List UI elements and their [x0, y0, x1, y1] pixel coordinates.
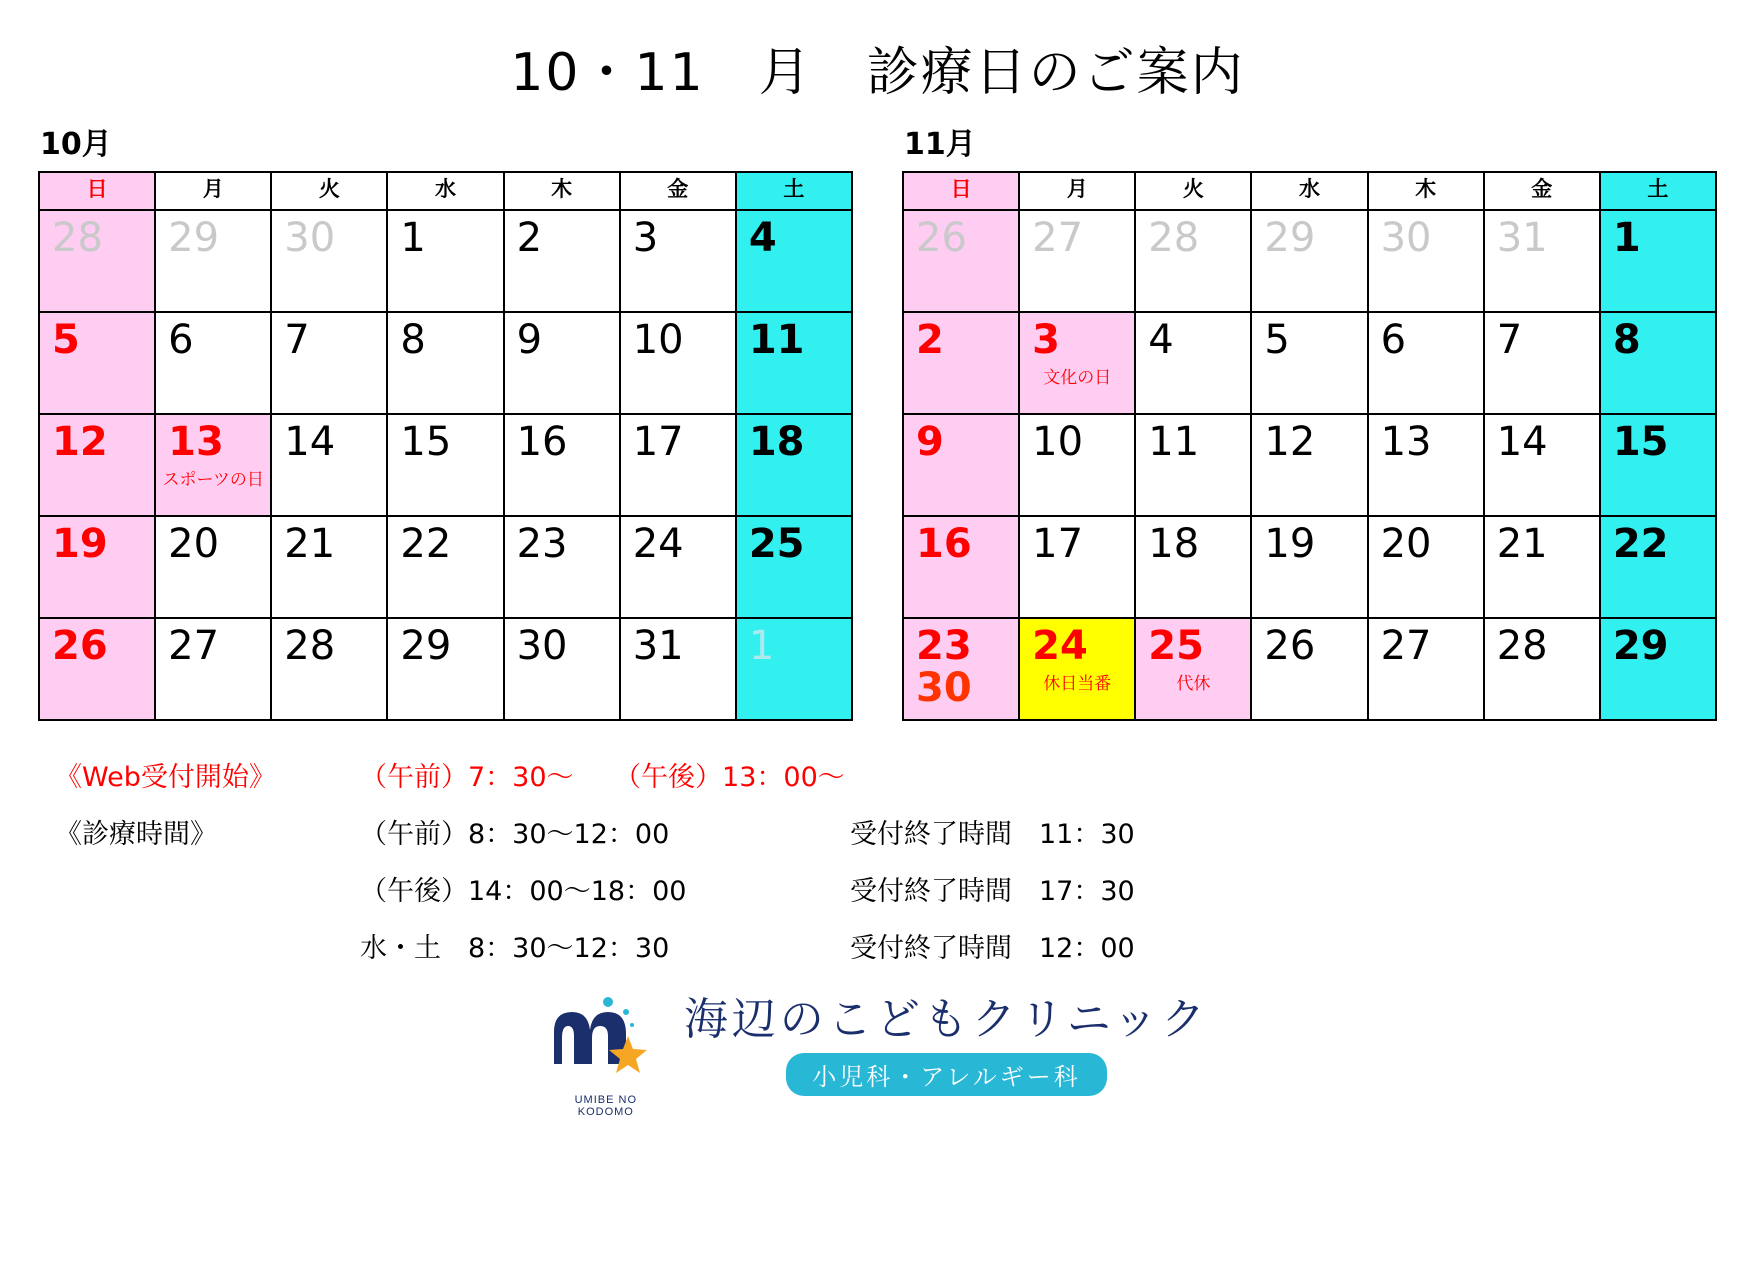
weekday-header-tue: 火 [271, 172, 387, 210]
calendar-day-cell[interactable] [620, 618, 736, 720]
weekday-header-thu: 木 [1368, 172, 1484, 210]
day-number: 20 [1380, 521, 1432, 567]
calendar-week-row [39, 516, 852, 618]
day-number: 19 [52, 521, 108, 567]
day-number: 22 [1612, 521, 1669, 567]
month-label-october: 10月 [40, 127, 112, 162]
calendar-day-cell[interactable] [504, 516, 620, 618]
calendar-day-cell[interactable] [736, 516, 852, 618]
calendar-day-cell[interactable] [1600, 414, 1716, 516]
calendar-day-cell[interactable] [504, 210, 620, 312]
calendar-body-october [39, 210, 852, 720]
day-number: 25 [748, 521, 805, 567]
day-number: 29 [168, 215, 220, 261]
day-number: 23 [516, 521, 568, 567]
calendar-day-cell[interactable] [155, 312, 271, 414]
day-number: 24 [1032, 623, 1088, 669]
day-number: 21 [284, 521, 336, 567]
calendar-day-cell[interactable] [1135, 516, 1251, 618]
calendar-day-cell[interactable] [155, 516, 271, 618]
hours-end-3: 受付終了時間 12：00 [850, 933, 1135, 964]
weekday-header-wed: 水 [1251, 172, 1367, 210]
day-number: 23 [916, 623, 972, 669]
day-number: 11 [1148, 419, 1200, 465]
day-number: 9 [916, 419, 944, 465]
web-reception-value: （午前）7：30〜 （午後）13：00〜 [360, 762, 845, 793]
day-number: 4 [1148, 317, 1174, 363]
calendar-day-cell[interactable] [620, 312, 736, 414]
day-number: 10 [1032, 419, 1084, 465]
day-number: 18 [1148, 521, 1200, 567]
weekday-header-sun: 日 [903, 172, 1019, 210]
weekday-header-sat: 土 [1600, 172, 1716, 210]
calendar-day-cell[interactable] [387, 312, 503, 414]
calendar-day-cell[interactable] [271, 618, 387, 720]
clinic-name: 海辺のこどもクリニック [683, 994, 1210, 1045]
day-number: 4 [748, 215, 777, 261]
calendar-day-cell[interactable] [1368, 618, 1484, 720]
day-number: 12 [1264, 419, 1316, 465]
weekday-header-wed: 水 [387, 172, 503, 210]
hours-end-2: 受付終了時間 17：30 [850, 876, 1135, 907]
calendar-day-cell[interactable] [387, 516, 503, 618]
day-number: 28 [52, 215, 103, 261]
calendar-day-cell[interactable] [271, 516, 387, 618]
logo-caption: UMIBE NO KODOMO [574, 1094, 638, 1118]
calendar-week-row [39, 618, 852, 720]
calendar-day-cell[interactable] [903, 312, 1019, 414]
day-number: 1 [400, 215, 426, 261]
calendar-day-cell[interactable] [903, 414, 1019, 516]
day-number: 26 [916, 215, 967, 261]
calendar-day-cell[interactable] [1135, 210, 1251, 312]
calendar-day-cell[interactable] [1368, 414, 1484, 516]
calendar-day-cell[interactable] [903, 210, 1019, 312]
day-number: 12 [52, 419, 108, 465]
calendar-day-cell[interactable] [155, 414, 271, 516]
day-note: 代休 [1176, 674, 1211, 694]
day-number: 30 [516, 623, 568, 669]
calendar-week-row [39, 414, 852, 516]
day-number: 27 [1032, 215, 1084, 261]
calendar-day-cell[interactable] [271, 210, 387, 312]
hours-time-1: （午前）8：30〜12：00 [360, 819, 670, 850]
day-number: 17 [632, 419, 684, 465]
hours-end-1: 受付終了時間 11：30 [850, 819, 1135, 850]
calendar-day-cell[interactable] [1251, 618, 1367, 720]
calendar-day-cell[interactable] [620, 516, 736, 618]
day-number: 28 [284, 623, 336, 669]
calendar-day-cell[interactable] [39, 312, 155, 414]
day-number: 3 [1032, 317, 1060, 363]
calendar-day-cell[interactable] [1019, 516, 1135, 618]
day-number: 28 [1148, 215, 1200, 261]
calendar-table-november [902, 171, 1717, 721]
clinic-logo [0, 983, 1755, 1118]
day-number: 6 [168, 317, 194, 363]
day-number: 5 [1264, 317, 1290, 363]
day-number: 29 [400, 623, 452, 669]
day-number: 8 [1612, 317, 1641, 363]
calendar-day-cell[interactable] [1019, 618, 1135, 720]
hours-time-3: 水・土 8：30〜12：30 [360, 933, 670, 964]
day-number: 20 [168, 521, 220, 567]
calendar-day-cell[interactable] [1484, 516, 1600, 618]
day-number: 30 [284, 215, 336, 261]
day-number: 22 [400, 521, 452, 567]
day-number: 27 [1380, 623, 1432, 669]
calendar-table-october [38, 171, 853, 721]
day-number: 16 [916, 521, 972, 567]
day-number: 16 [516, 419, 568, 465]
calendar-day-cell[interactable] [736, 414, 852, 516]
calendar-week-row [903, 414, 1716, 516]
day-number: 19 [1264, 521, 1316, 567]
weekday-header-fri: 金 [620, 172, 736, 210]
calendar-day-cell[interactable] [271, 312, 387, 414]
calendar-day-cell[interactable] [736, 312, 852, 414]
day-note: スポーツの日 [162, 470, 264, 490]
weekday-header-mon: 月 [1019, 172, 1135, 210]
day-number: 9 [516, 317, 543, 363]
hours-row-3 [55, 926, 1755, 965]
day-number: 26 [1264, 623, 1316, 669]
hours-row-1 [55, 812, 1755, 851]
calendar-day-cell[interactable] [504, 414, 620, 516]
day-number: 25 [1148, 623, 1204, 669]
month-label-november: 11月 [904, 127, 976, 162]
calendar-day-cell[interactable] [1135, 312, 1251, 414]
calendar-day-cell[interactable] [39, 618, 155, 720]
calendar-day-cell[interactable] [39, 414, 155, 516]
day-number: 31 [632, 623, 684, 669]
calendar-week-row [39, 312, 852, 414]
weekday-header-row [39, 172, 852, 210]
calendar-week-row [39, 210, 852, 312]
day-number: 15 [1612, 419, 1669, 465]
day-number: 3 [632, 215, 659, 261]
calendar-day-cell[interactable] [1484, 210, 1600, 312]
calendar-week-row [903, 516, 1716, 618]
calendar-day-cell[interactable] [1368, 312, 1484, 414]
day-number: 7 [1496, 317, 1523, 363]
day-number: 28 [1496, 623, 1548, 669]
calendar-day-cell[interactable] [1135, 414, 1251, 516]
day-number: 21 [1496, 521, 1548, 567]
calendar-day-cell[interactable] [1484, 618, 1600, 720]
weekday-header-thu: 木 [504, 172, 620, 210]
day-number: 10 [632, 317, 684, 363]
calendar-day-cell[interactable] [1484, 414, 1600, 516]
calendar-week-row [903, 312, 1716, 414]
day-number-secondary: 30 [916, 665, 972, 711]
weekday-header-fri: 金 [1484, 172, 1600, 210]
day-number: 27 [168, 623, 220, 669]
calendar-day-cell[interactable] [1368, 516, 1484, 618]
day-number: 5 [52, 317, 80, 363]
day-note: 休日当番 [1043, 674, 1112, 694]
day-note: 文化の日 [1043, 368, 1112, 388]
calendars-container [0, 119, 1755, 721]
calendar-november [902, 119, 1717, 721]
day-number: 15 [400, 419, 452, 465]
calendar-day-cell[interactable] [620, 210, 736, 312]
day-number: 2 [516, 215, 543, 261]
page-title: 10・11 月 診療日のご案内 [510, 43, 1245, 103]
calendar-day-cell[interactable] [1600, 516, 1716, 618]
day-number: 18 [748, 419, 805, 465]
calendar-day-cell[interactable] [1600, 618, 1716, 720]
calendar-week-row [903, 210, 1716, 312]
weekday-header-tue: 火 [1135, 172, 1251, 210]
weekday-header-row [903, 172, 1716, 210]
calendar-day-cell[interactable] [1251, 516, 1367, 618]
calendar-day-cell[interactable] [155, 210, 271, 312]
day-number: 11 [748, 317, 805, 363]
calendar-day-cell[interactable] [903, 618, 1019, 720]
calendar-day-cell[interactable] [155, 618, 271, 720]
calendar-day-cell[interactable] [1251, 312, 1367, 414]
calendar-day-cell[interactable] [1019, 210, 1135, 312]
day-number: 7 [284, 317, 310, 363]
logo-text [684, 983, 1209, 1096]
calendar-day-cell[interactable] [1484, 312, 1600, 414]
day-number: 31 [1496, 215, 1548, 261]
day-number: 17 [1032, 521, 1084, 567]
calendar-day-cell[interactable] [504, 312, 620, 414]
calendar-day-cell[interactable] [271, 414, 387, 516]
calendar-day-cell[interactable] [1019, 312, 1135, 414]
calendar-day-cell[interactable] [39, 210, 155, 312]
day-number: 6 [1380, 317, 1407, 363]
day-number: 24 [632, 521, 684, 567]
calendar-day-cell[interactable] [736, 210, 852, 312]
hours-time-2: （午後）14：00〜18：00 [360, 876, 687, 907]
day-number: 13 [168, 419, 224, 465]
weekday-header-sun: 日 [39, 172, 155, 210]
calendar-day-cell[interactable] [387, 210, 503, 312]
calendar-day-cell[interactable] [39, 516, 155, 618]
calendar-week-row [903, 618, 1716, 720]
calendar-day-cell[interactable] [1368, 210, 1484, 312]
day-number: 14 [1496, 419, 1548, 465]
calendar-day-cell[interactable] [1251, 210, 1367, 312]
calendar-day-cell[interactable] [903, 516, 1019, 618]
calendar-day-cell[interactable] [1600, 312, 1716, 414]
day-number: 1 [1612, 215, 1641, 261]
weekday-header-mon: 月 [155, 172, 271, 210]
hours-label: 《診療時間》 [55, 819, 217, 850]
day-number: 1 [748, 623, 775, 669]
day-number: 29 [1264, 215, 1316, 261]
calendar-day-cell[interactable] [1600, 210, 1716, 312]
web-reception-label: 《Web受付開始》 [55, 762, 276, 793]
day-number: 2 [916, 317, 944, 363]
wave-star-logo-icon [546, 992, 666, 1118]
calendar-day-cell[interactable] [387, 414, 503, 516]
calendar-day-cell[interactable] [387, 618, 503, 720]
calendar-day-cell[interactable] [620, 414, 736, 516]
day-number: 29 [1612, 623, 1669, 669]
day-number: 30 [1380, 215, 1432, 261]
web-reception-row [55, 755, 1755, 794]
calendar-day-cell[interactable] [736, 618, 852, 720]
calendar-day-cell[interactable] [1019, 414, 1135, 516]
calendar-day-cell[interactable] [1135, 618, 1251, 720]
calendar-day-cell[interactable] [1251, 414, 1367, 516]
info-section [0, 755, 1755, 965]
day-number: 14 [284, 419, 336, 465]
calendar-day-cell[interactable] [504, 618, 620, 720]
calendar-body-november [903, 210, 1716, 720]
day-number: 13 [1380, 419, 1432, 465]
weekday-header-sat: 土 [736, 172, 852, 210]
day-number: 26 [52, 623, 108, 669]
clinic-departments: 小児科・アレルギー科 [786, 1053, 1106, 1096]
hours-row-2 [55, 869, 1755, 908]
calendar-october [38, 119, 853, 721]
day-number: 8 [400, 317, 426, 363]
